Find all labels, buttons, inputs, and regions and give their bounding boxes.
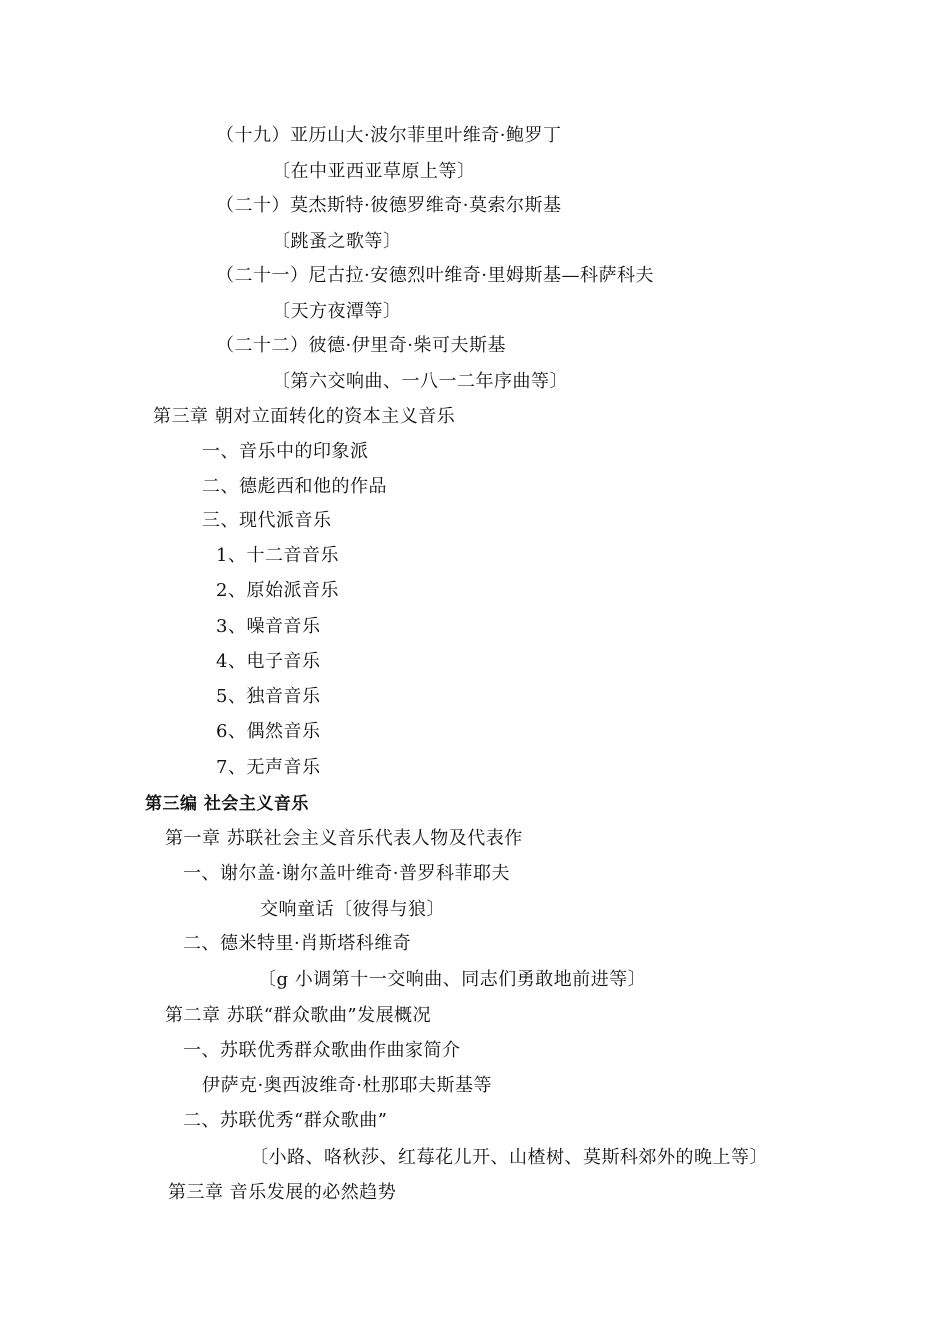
part-3-heading: 第三编 社会主义音乐 [145, 794, 309, 814]
subitem-4: 4、电子音乐 [216, 651, 321, 672]
item-shostakovich: 二、德米特里·肖斯塔科维奇 [183, 933, 412, 954]
section-20-title: （二十）莫杰斯特·彼德罗维奇·莫索尔斯基 [216, 195, 562, 216]
item-composers-intro: 一、苏联优秀群众歌曲作曲家简介 [183, 1040, 461, 1061]
subitem-3: 3、噪音音乐 [216, 616, 321, 637]
item-dunayevsky: 伊萨克·奥西波维奇·杜那耶夫斯基等 [202, 1075, 492, 1096]
subitem-5: 5、独音音乐 [216, 686, 321, 707]
item-prokofiev-works: 交响童话〔彼得与狼〕 [260, 899, 445, 920]
section-22-title: （二十二）彼德·伊里奇·柴可夫斯基 [216, 335, 506, 356]
item-shostakovich-works: 〔g 小调第十一交响曲、同志们勇敢地前进等〕 [258, 969, 647, 990]
part-3-chapter-3-heading: 第三章 音乐发展的必然趋势 [168, 1182, 397, 1203]
subitem-1: 1、十二音音乐 [216, 545, 339, 566]
subitem-2: 2、原始派音乐 [216, 580, 339, 601]
section-21-works: 〔天方夜潭等〕 [272, 301, 402, 322]
item-mass-songs-list: 〔小路、咯秋莎、红莓花儿开、山楂树、莫斯科郊外的晚上等〕 [250, 1147, 768, 1168]
item-impressionism: 一、音乐中的印象派 [202, 441, 369, 462]
item-modernism: 三、现代派音乐 [202, 510, 332, 531]
subitem-6: 6、偶然音乐 [216, 721, 321, 742]
item-debussy: 二、德彪西和他的作品 [202, 476, 387, 497]
section-20-works: 〔跳蚤之歌等〕 [272, 231, 402, 252]
section-19-title: （十九）亚历山大·波尔菲里叶维奇·鲍罗丁 [216, 125, 562, 146]
part-3-chapter-1-heading: 第一章 苏联社会主义音乐代表人物及代表作 [165, 828, 523, 849]
chapter-3-heading: 第三章 朝对立面转化的资本主义音乐 [153, 406, 456, 427]
item-mass-songs: 二、苏联优秀“群众歌曲” [183, 1110, 388, 1131]
subitem-7: 7、无声音乐 [216, 757, 321, 778]
section-21-title: （二十一）尼古拉·安德烈叶维奇·里姆斯基—科萨科夫 [216, 265, 654, 286]
item-prokofiev: 一、谢尔盖·谢尔盖叶维奇·普罗科菲耶夫 [183, 863, 510, 884]
part-3-chapter-2-heading: 第二章 苏联“群众歌曲”发展概况 [165, 1005, 432, 1026]
section-19-works: 〔在中亚西亚草原上等〕 [272, 161, 476, 182]
section-22-works: 〔第六交响曲、一八一二年序曲等〕 [272, 371, 568, 392]
